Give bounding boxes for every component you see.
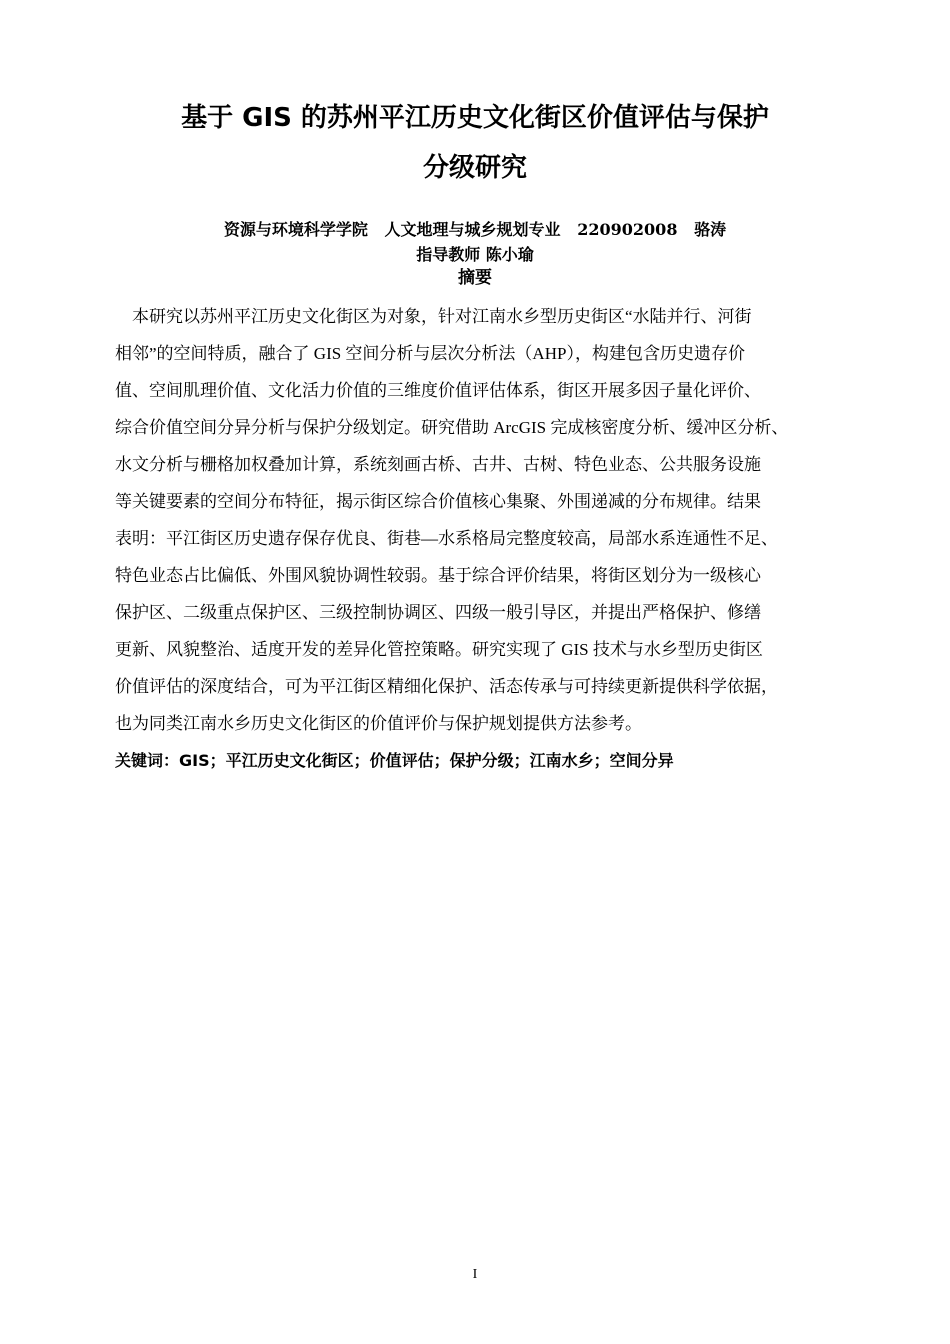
abstract-body: [115, 298, 875, 742]
paper-title-line-1: 基于 GIS 的苏州平江历史文化街区价值评估与保护: [181, 103, 769, 133]
paper-title-line-2: 分级研究: [422, 153, 527, 183]
author-affiliation: 资源与环境科学学院 人文地理与城乡规划专业 220902008 骆涛: [223, 220, 727, 239]
advisor-line: 指导教师 陈小瑜: [416, 245, 534, 264]
abstract-line: 本研究以苏州平江历史文化街区为对象，针对江南水乡型历史街区“水陆并行、河街: [115, 307, 752, 326]
page-number: I: [472, 1267, 478, 1282]
abstract-line: 价值评估的深度结合，可为平江街区精细化保护、活态传承与可持续更新提供科学依据，: [115, 677, 778, 696]
abstract-line: 等关键要素的空间分布特征，揭示街区综合价值核心集聚、外围递减的分布规律。结果: [115, 492, 761, 511]
abstract-line: 特色业态占比偏低、外围风貌协调性较弱。基于综合评价结果，将街区划分为一级核心: [115, 566, 761, 585]
abstract-line: 综合价值空间分异分析与保护分级划定。研究借助 ArcGIS 完成核密度分析、缓冲区分析、: [115, 418, 789, 437]
keywords-line: 关键词：GIS；平江历史文化街区；价值评估；保护分级；江南水乡；空间分异: [115, 751, 674, 770]
abstract-line: 值、空间肌理价值、文化活力价值的三维度价值评估体系，街区开展多因子量化评价、: [115, 381, 761, 400]
abstract-line: 水文分析与栅格加权叠加计算，系统刻画古桥、古井、古树、特色业态、公共服务设施: [115, 455, 761, 474]
abstract-line: 表明：平江街区历史遗存保存优良、街巷—水系格局完整度较高，局部水系连通性不足、: [115, 529, 778, 548]
abstract-line: 也为同类江南水乡历史文化街区的价值评价与保护规划提供方法参考。: [115, 714, 642, 733]
abstract-line: 相邻”的空间特质，融合了 GIS 空间分析与层次分析法（AHP），构建包含历史遗存价: [115, 344, 745, 363]
abstract-heading: 摘要: [458, 268, 492, 288]
abstract-line: 保护区、二级重点保护区、三级控制协调区、四级一般引导区，并提出严格保护、修缮: [115, 603, 761, 622]
abstract-line: 更新、风貌整治、适度开发的差异化管控策略。研究实现了 GIS 技术与水乡型历史街区: [115, 640, 763, 659]
